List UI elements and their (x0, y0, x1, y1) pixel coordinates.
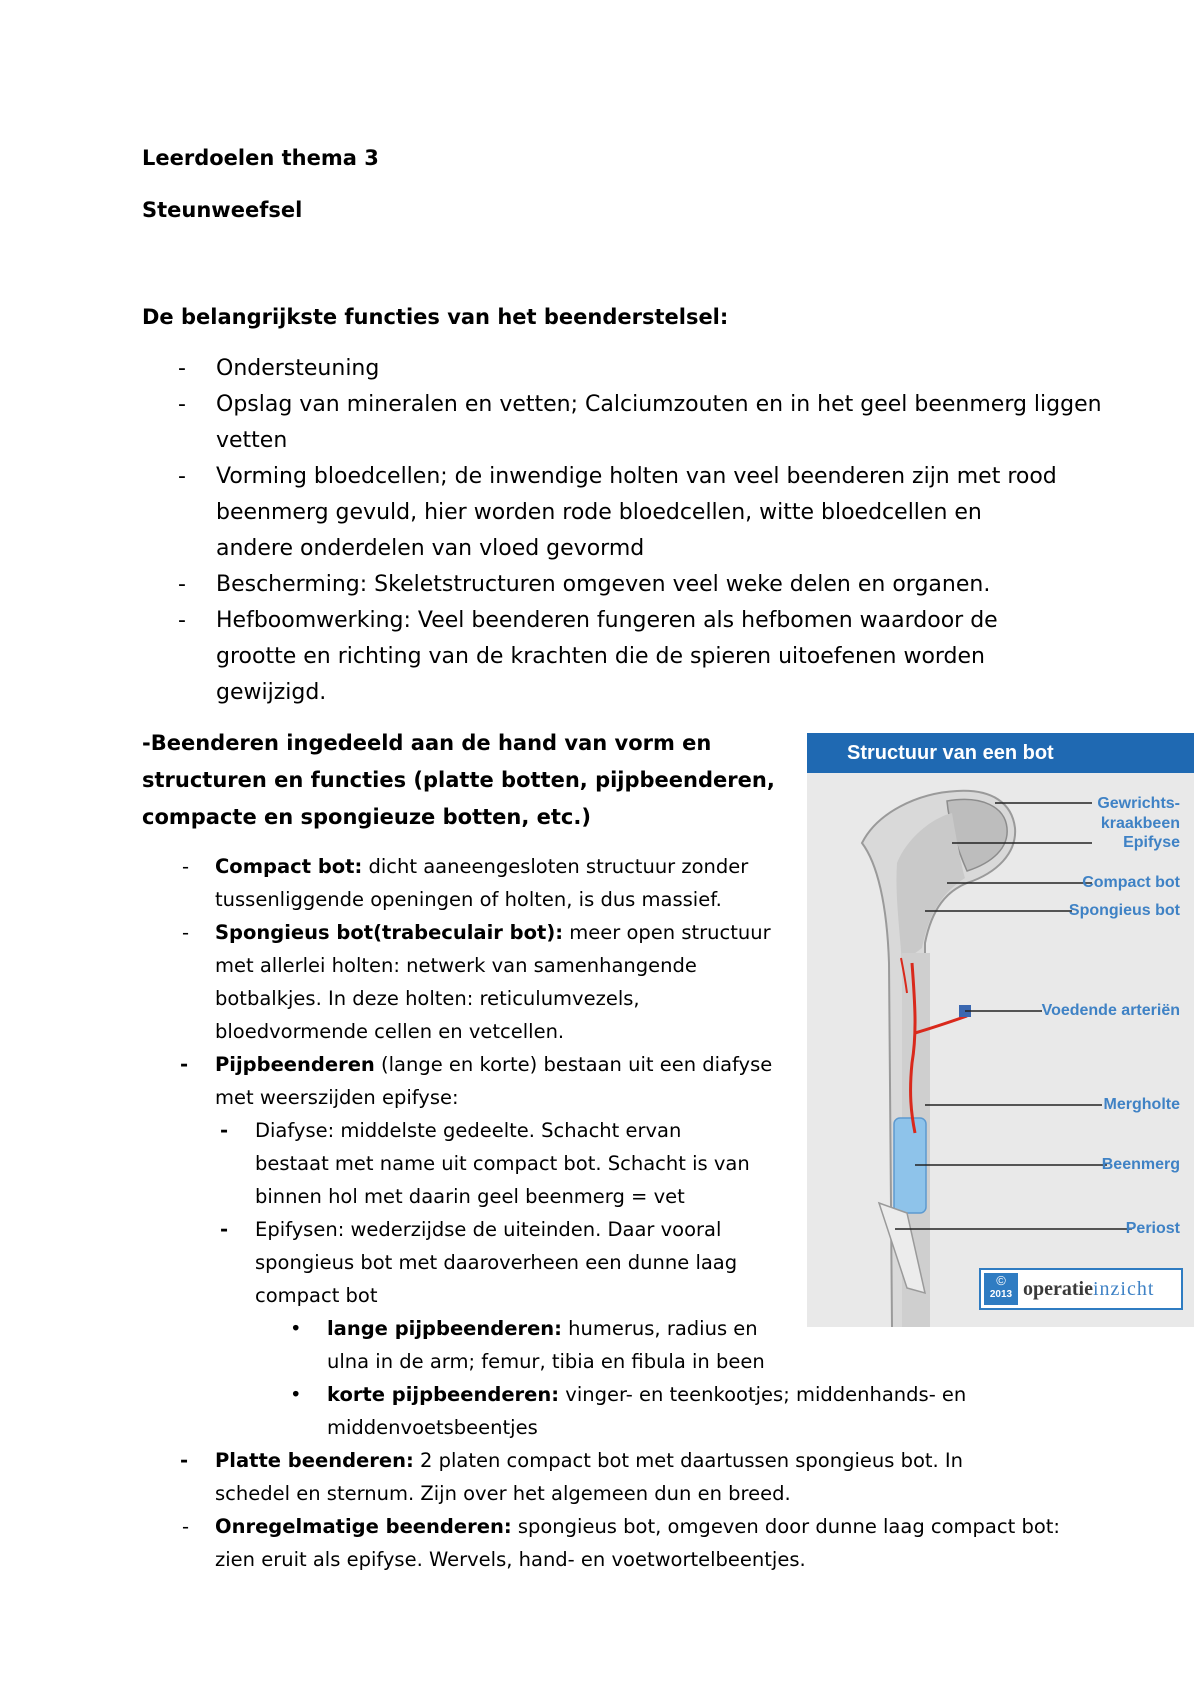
label-spongieus-bot: Spongieus bot (1068, 902, 1180, 919)
list-item-onregelmatige-beenderen: - Onregelmatige beenderen: spongieus bot, omgeven door dunne laag compact bot: zien eruit als epifyse. Wervels, hand- en voetwortelbeentjes. (182, 1515, 1060, 1571)
bullet-marker: • (290, 1317, 302, 1340)
figure-title: Structuur van een bot (807, 733, 1194, 773)
list-item-platte-beenderen: - Platte beenderen: 2 platen compact bot met daartussen spongieus bot. In schedel en sternum. Zijn over het algemeen dun en breed. (180, 1449, 964, 1505)
list-item-epifysen: - Epifysen: wederzijdse de uiteinden. Daar vooral spongieus bot met daaroverheen een dunne laag compact bot (220, 1218, 738, 1307)
list-item-lange-pijpbeenderen: • lange pijpbeenderen: humerus, radius en ulna in de arm; femur, tibia en fibula in been (0, 1312, 1200, 1378)
list-item-korte-pijpbeenderen: • korte pijpbeenderen: vinger- en teenkootjes; middenhands- en middenvoetsbeentjes (0, 1378, 1200, 1444)
label-gewrichtskraakbeen: Gewrichts- kraakbeen (1097, 795, 1180, 832)
functions-list (178, 351, 1102, 711)
label-voedende-arterien: Voedende arteriën (1041, 1002, 1180, 1019)
list-item-diafyse: - Diafyse: middelste gedeelte. Schacht ervan bestaat met name uit compact bot. Schacht is van binnen hol met daarin geel beenmerg = vet (220, 1119, 750, 1208)
dash-marker: - (178, 608, 186, 633)
dash-marker: - (178, 464, 186, 489)
list-item-pijpbeenderen: - Pijpbeenderen (lange en korte) bestaan uit een diafyse met weerszijden epifyse: (180, 1053, 773, 1109)
label-epifyse: Epifyse (1123, 834, 1180, 851)
document-title: Leerdoelen thema 3 (142, 146, 379, 170)
list-item-compact-bot: - Compact bot: dicht aaneengesloten structuur zonder tussenliggende openingen of holten, is dus massief. (182, 855, 749, 911)
label-periost: Periost (1125, 1220, 1180, 1237)
dash-marker: - (178, 392, 186, 417)
copyright-icon: © (996, 1273, 1006, 1288)
bullet-marker: • (290, 1383, 302, 1406)
operatieinzicht-logo (979, 1268, 1183, 1310)
list-item: - Ondersteuning (178, 351, 1102, 387)
bone-structure-figure (807, 733, 1194, 1327)
label-compact-bot: Compact bot (1082, 874, 1180, 891)
list-item: - Opslag van mineralen en vetten; Calciumzouten en in het geel beenmerg liggen vetten (178, 387, 1102, 459)
label-beenmerg: Beenmerg (1101, 1156, 1180, 1173)
section2-heading: -Beenderen ingedeeld aan de hand van vorm en structuren en functies (platte botten, pijpbeenderen, compacte en spongieuze botten, etc.) (142, 731, 775, 829)
list-item: - Bescherming: Skeletstructuren omgeven veel weke delen en organen. (178, 567, 1102, 603)
section1-heading: De belangrijkste functies van het beenderstelsel: (142, 305, 729, 329)
list-item-spongieus-bot: - Spongieus bot(trabeculair bot): meer open structuur met allerlei holten: netwerk van samenhangende botbalkjes. In deze holten: reticulumvezels, bloedvormende cellen en vetcellen. (182, 921, 771, 1043)
logo-text: operatieinzicht (1023, 1278, 1155, 1300)
dash-marker: - (178, 356, 186, 381)
label-mergholte: Mergholte (1103, 1096, 1180, 1113)
list-item: - Vorming bloedcellen; de inwendige holten van veel beenderen zijn met rood beenmerg gevuld, hier worden rode bloedcellen, witte bloedcellen en andere onderdelen van vloed gevormd (178, 459, 1102, 567)
document-subtitle: Steunweefsel (142, 198, 303, 222)
list-item: - Hefboomwerking: Veel beenderen fungeren als hefbomen waardoor de grootte en richting van de krachten die de spieren uitoefenen worden gewijzigd. (178, 603, 1102, 711)
copyright-box: © 2013 (984, 1273, 1018, 1305)
dash-marker: - (178, 572, 186, 597)
